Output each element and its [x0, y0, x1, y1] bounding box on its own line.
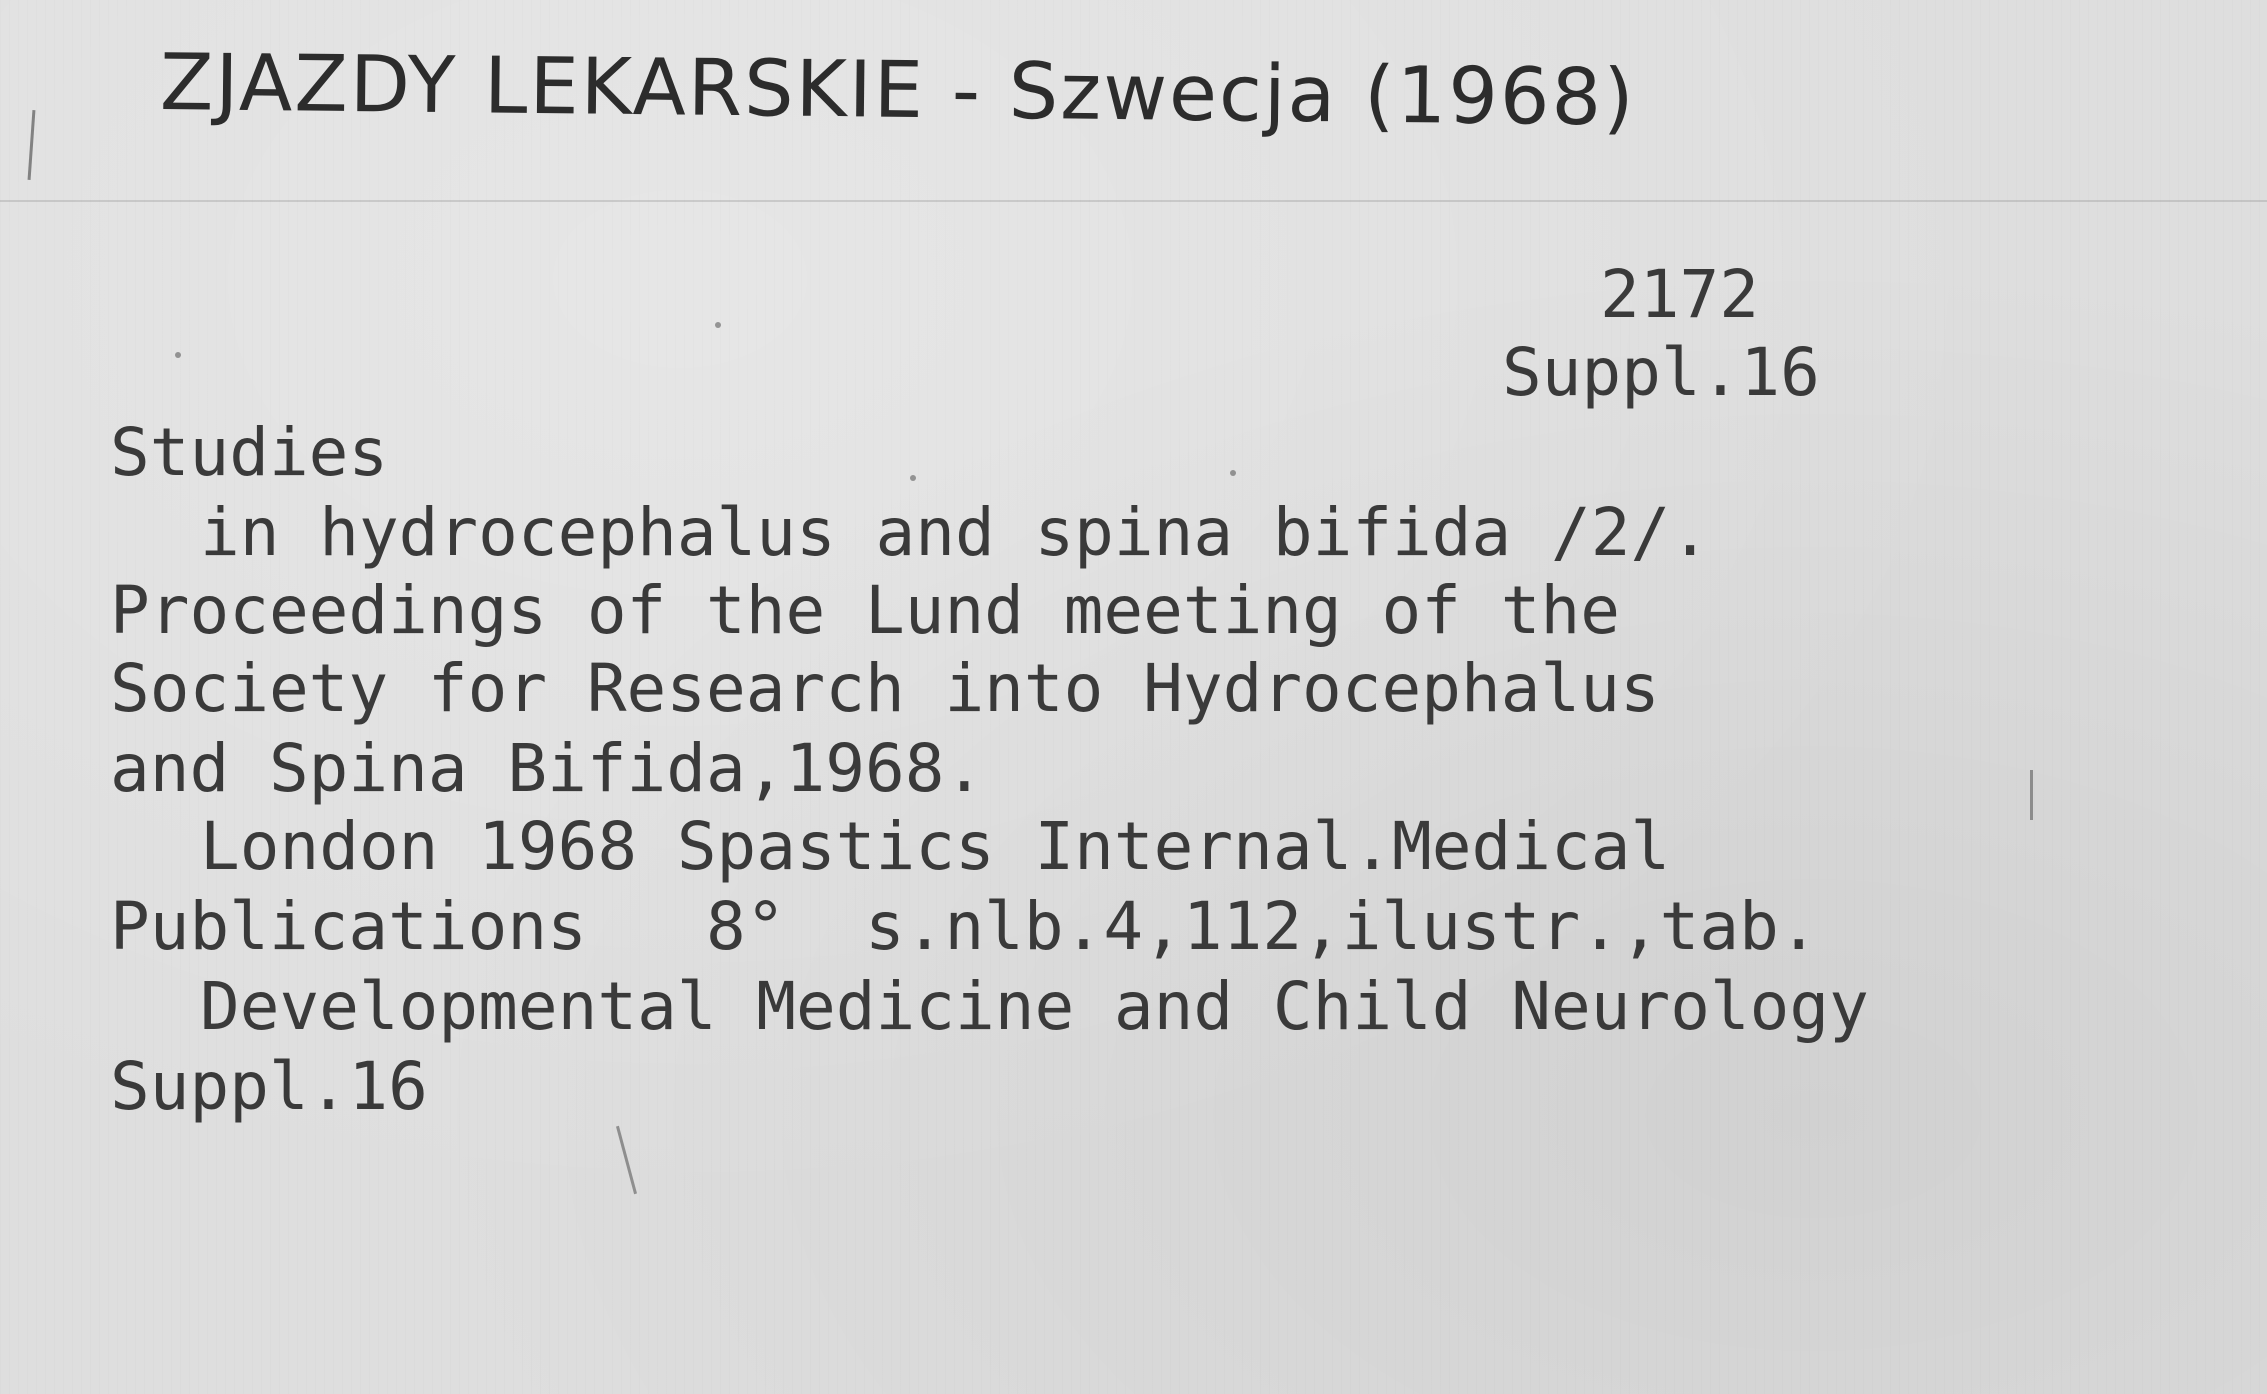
imprint-line-1: London 1968 Spastics Internal.Medical [200, 808, 1671, 885]
call-number: 2172 [1600, 256, 1759, 333]
pencil-mark [2030, 770, 2033, 820]
call-number-supplement: Suppl.16 [1502, 334, 1820, 411]
dust-speck [715, 322, 721, 328]
series-line-1: Developmental Medicine and Child Neurology [200, 968, 1869, 1045]
title-line-1: Studies [110, 414, 389, 491]
title-line-4: Society for Research into Hydrocephalus [110, 650, 1660, 727]
dust-speck [910, 475, 916, 481]
dust-speck [175, 352, 181, 358]
imprint-line-2: Publications 8° s.nlb.4,112,ilustr.,tab. [110, 888, 1819, 965]
title-line-3: Proceedings of the Lund meeting of the [110, 572, 1620, 649]
heading-rule [0, 200, 2267, 202]
subject-heading: ZJAZDY LEKARSKIE - Szwecja (1968) [159, 38, 1636, 144]
title-line-2: in hydrocephalus and spina bifida /2/. [200, 494, 1710, 571]
pencil-mark [616, 1126, 637, 1194]
card-edge-mark [28, 110, 36, 180]
dust-speck [1230, 470, 1236, 476]
series-line-2: Suppl.16 [110, 1048, 428, 1125]
title-line-5: and Spina Bifida,1968. [110, 730, 985, 807]
